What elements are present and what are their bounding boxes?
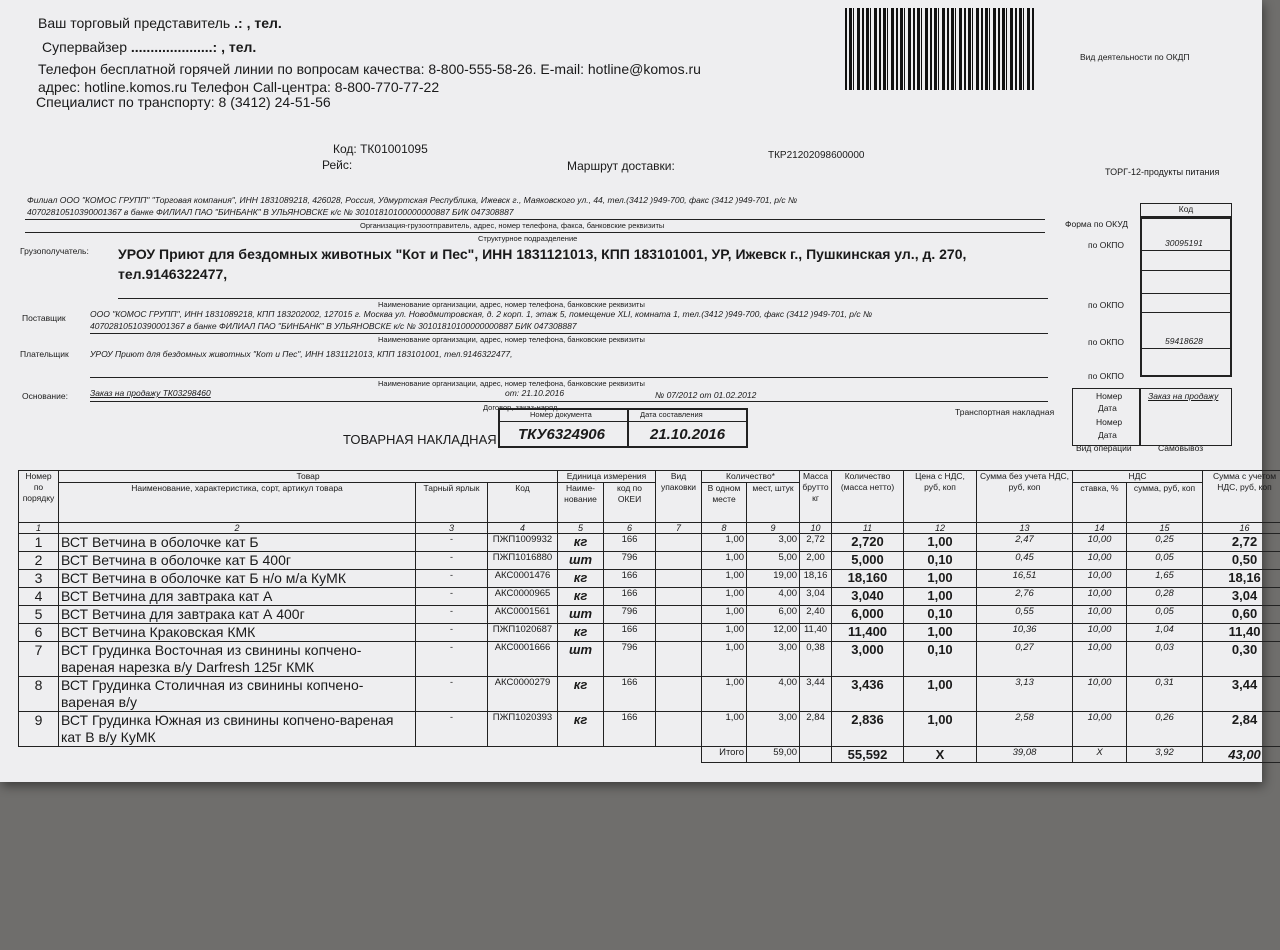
cell-n: 8: [19, 677, 59, 712]
transport-waybill: Транспортная накладная: [955, 407, 1055, 417]
th-qty-places: мест, штук: [747, 483, 800, 523]
cell-price: 1,00: [904, 624, 977, 642]
supplier-label: Поставщик: [22, 313, 66, 323]
cell-n: 7: [19, 642, 59, 677]
route-label: Маршрут доставки:: [567, 159, 675, 173]
column-number: 16: [1203, 523, 1280, 534]
cell-gross: 18,16: [800, 570, 832, 588]
cell-gross: 2,72: [800, 534, 832, 552]
cell-n: 3: [19, 570, 59, 588]
cell-one: 1,00: [702, 677, 747, 712]
document-title: ТОВАРНАЯ НАКЛАДНАЯ: [343, 432, 497, 447]
contract-caption: Договор, заказ-наряд: [483, 403, 558, 412]
cell-vat: 0,25: [1127, 534, 1203, 552]
doc-date-caption: Дата составления: [640, 410, 703, 419]
cell-sum: 2,47: [977, 534, 1073, 552]
cell-net: 3,040: [832, 588, 904, 606]
cell-rate: 10,00: [1073, 677, 1127, 712]
column-number: 1: [19, 523, 59, 534]
table-row: [19, 534, 1280, 552]
cell-vat: 0,26: [1127, 712, 1203, 747]
cell-name: ВСТ Ветчина в оболочке кат Б 400г: [59, 552, 416, 570]
cell-sum: 0,55: [977, 606, 1073, 624]
total-sum: 39,08: [977, 747, 1073, 763]
table-row: [19, 642, 1280, 677]
sales-rep-label: Ваш торговый представитель: [38, 15, 231, 31]
cell-total: 2,72: [1203, 534, 1280, 552]
cell-okei: 166: [604, 624, 656, 642]
cell-one: 1,00: [702, 570, 747, 588]
cell-tare: -: [416, 642, 488, 677]
route-code: Код: ТК01001095: [333, 142, 428, 156]
cell-one: 1,00: [702, 606, 747, 624]
supervisor-label: Супервайзер: [42, 39, 127, 55]
cell-unit: шт: [558, 606, 604, 624]
goods-table: [18, 470, 1280, 763]
total-net: 55,592: [832, 747, 904, 763]
column-number: 6: [604, 523, 656, 534]
th-tare: Тарный ярлык: [416, 483, 488, 523]
address-text: адрес: hotline.komos.ru Телефон Call-центра: 8-800-770-77-22: [38, 79, 440, 95]
payer-label: Плательщик: [20, 349, 69, 359]
cell-code: ПЖП1020393: [488, 712, 558, 747]
cell-okei: 796: [604, 552, 656, 570]
column-number: 15: [1127, 523, 1203, 534]
payer-line: УРОУ Приют для бездомных животных "Кот и Пес", ИНН 1831121013, КПП 183101001, тел.9146322477,: [90, 349, 513, 359]
table-row: [19, 552, 1280, 570]
cell-code: ПЖП1009932: [488, 534, 558, 552]
cell-net: 5,000: [832, 552, 904, 570]
cell-sum: 10,36: [977, 624, 1073, 642]
cell-places: 6,00: [747, 606, 800, 624]
cell-places: 4,00: [747, 588, 800, 606]
cell-vat: 0,31: [1127, 677, 1203, 712]
cell-pack: [656, 588, 702, 606]
cell-code: АКС0000965: [488, 588, 558, 606]
supplier-line-2: 40702810510390001367 в банке ФИЛИАЛ ПАО "БИНБАНК" В УЛЬЯНОВСКЕ к/с № 30101810100000000887 БИК 047308887: [90, 321, 577, 331]
column-number: 8: [702, 523, 747, 534]
th-vat: НДС: [1073, 471, 1203, 483]
cell-sum: 2,58: [977, 712, 1073, 747]
cell-price: 0,10: [904, 642, 977, 677]
cell-price: 0,10: [904, 606, 977, 624]
total-rate: X: [1073, 747, 1127, 763]
cell-price: 1,00: [904, 534, 977, 552]
cell-gross: 2,00: [800, 552, 832, 570]
cell-n: 1: [19, 534, 59, 552]
supervisor-line: [42, 39, 256, 55]
cell-pack: [656, 712, 702, 747]
okpo-value-1: 30095191: [1165, 238, 1203, 248]
cell-total: 0,30: [1203, 642, 1280, 677]
cell-sum: 16,51: [977, 570, 1073, 588]
cell-code: АКС0001666: [488, 642, 558, 677]
column-number: 12: [904, 523, 977, 534]
cell-rate: 10,00: [1073, 642, 1127, 677]
cell-places: 3,00: [747, 534, 800, 552]
okpo-value-3: 59418628: [1165, 336, 1203, 346]
cell-net: 2,836: [832, 712, 904, 747]
cell-pack: [656, 552, 702, 570]
table-row: [19, 588, 1280, 606]
cell-code: ПЖП1016880: [488, 552, 558, 570]
supplier-caption: Наименование организации, адрес, номер телефона, банковские реквизиты: [378, 335, 645, 344]
column-number: 14: [1073, 523, 1127, 534]
supplier-line-1: ООО "КОМОС ГРУПП", ИНН 1831089218, КПП 183202002, 127015 г. Москва ул. Новодмитровская, д. 2 корп. 1, этаж 5, помещение XLI, комната 1, тел.(3412 )949-700, факс (3412 )949-701, р/с №: [90, 309, 873, 319]
consignee-label: Грузополучатель:: [20, 246, 89, 256]
cell-vat: 0,28: [1127, 588, 1203, 606]
cell-name: ВСТ Грудинка Южная из свинины копчено-вареная кат В в/у КуМК: [59, 712, 416, 747]
date-label-1: Дата: [1098, 403, 1117, 413]
cell-net: 2,720: [832, 534, 904, 552]
cell-vat: 0,03: [1127, 642, 1203, 677]
cell-code: АКС0000279: [488, 677, 558, 712]
cell-rate: 10,00: [1073, 534, 1127, 552]
nomer-value-1: Заказ на продажу: [1148, 391, 1219, 401]
cell-one: 1,00: [702, 588, 747, 606]
header-row-2: [19, 483, 1280, 523]
cell-gross: 3,04: [800, 588, 832, 606]
th-unit-name: Наиме-нование: [558, 483, 604, 523]
table-row: [19, 570, 1280, 588]
okpo-label-1: по ОКПО: [1088, 240, 1124, 250]
cell-price: 1,00: [904, 588, 977, 606]
date-label-2: Дата: [1098, 430, 1117, 440]
column-number: 2: [59, 523, 416, 534]
cell-net: 6,000: [832, 606, 904, 624]
route-flight: Рейс:: [322, 158, 353, 172]
consignee-line-1: УРОУ Приют для бездомных животных "Кот и Пес", ИНН 1831121013, КПП 183101001, УР, Ижевск г., Пушкинская ул., д. 270,: [118, 246, 967, 262]
th-vat-rate: ставка, %: [1073, 483, 1127, 523]
cell-unit: кг: [558, 712, 604, 747]
nomer-label-1: Номер: [1096, 391, 1123, 401]
okpo-label-3: по ОКПО: [1088, 337, 1124, 347]
cell-net: 18,160: [832, 570, 904, 588]
cell-sum: 2,76: [977, 588, 1073, 606]
sender-line-2: 40702810510390001367 в банке ФИЛИАЛ ПАО "БИНБАНК" В УЛЬЯНОВСКЕ к/с № 30101810100000000887 БИК 047308887: [27, 207, 514, 217]
struct-caption: Структурное подразделение: [478, 234, 578, 243]
cell-tare: -: [416, 552, 488, 570]
table-row: [19, 677, 1280, 712]
doc-date: 21.10.2016: [650, 426, 726, 443]
table-row: [19, 606, 1280, 624]
total-label: Итого: [702, 747, 747, 763]
cell-name: ВСТ Ветчина для завтрака кат А 400г: [59, 606, 416, 624]
cell-okei: 166: [604, 570, 656, 588]
total-total: 43,00: [1203, 747, 1280, 763]
th-num: Номер по порядку: [19, 471, 59, 523]
cell-unit: кг: [558, 677, 604, 712]
th-pack: Вид упаковки: [656, 471, 702, 523]
okud-label: Форма по ОКУД: [1065, 219, 1128, 229]
column-number: 11: [832, 523, 904, 534]
column-number: 7: [656, 523, 702, 534]
cell-n: 2: [19, 552, 59, 570]
cell-okei: 166: [604, 677, 656, 712]
basis-value: Заказ на продажу ТК03298460: [90, 388, 211, 398]
cell-price: 0,10: [904, 552, 977, 570]
cell-rate: 10,00: [1073, 570, 1127, 588]
cell-n: 4: [19, 588, 59, 606]
cell-total: 3,44: [1203, 677, 1280, 712]
cell-places: 19,00: [747, 570, 800, 588]
route-tkr: ТКР21202098600000: [768, 150, 865, 161]
th-unit: Единица измерения: [558, 471, 656, 483]
cell-rate: 10,00: [1073, 712, 1127, 747]
basis-date: от: 21.10.2016: [505, 388, 565, 398]
cell-name: ВСТ Грудинка Столичная из свинины копчено-вареная в/у: [59, 677, 416, 712]
cell-unit: кг: [558, 624, 604, 642]
sales-rep-line: [38, 15, 282, 31]
operation-value: Самовывоз: [1158, 443, 1204, 453]
cell-okei: 166: [604, 534, 656, 552]
cell-sum: 0,45: [977, 552, 1073, 570]
cell-tare: -: [416, 534, 488, 552]
cell-name: ВСТ Ветчина Краковская КМК: [59, 624, 416, 642]
cell-pack: [656, 534, 702, 552]
code-header: Код: [1140, 203, 1232, 217]
cell-n: 6: [19, 624, 59, 642]
cell-unit: кг: [558, 534, 604, 552]
cell-total: 3,04: [1203, 588, 1280, 606]
doc-number-caption: Номер документа: [530, 410, 592, 419]
total-places: 59,00: [747, 747, 800, 763]
cell-total: 0,60: [1203, 606, 1280, 624]
cell-one: 1,00: [702, 712, 747, 747]
column-number: 9: [747, 523, 800, 534]
cell-tare: -: [416, 606, 488, 624]
okpo-label-4: по ОКПО: [1088, 371, 1124, 381]
total-price: X: [904, 747, 977, 763]
cell-one: 1,00: [702, 624, 747, 642]
cell-gross: 2,40: [800, 606, 832, 624]
cell-okei: 796: [604, 606, 656, 624]
cell-net: 3,000: [832, 642, 904, 677]
column-number: 10: [800, 523, 832, 534]
doc-number: ТКУ6324906: [518, 426, 605, 443]
cell-one: 1,00: [702, 534, 747, 552]
okdp-label: Вид деятельности по ОКДП: [1080, 52, 1190, 62]
cell-gross: 3,44: [800, 677, 832, 712]
cell-places: 3,00: [747, 642, 800, 677]
header-row-1: [19, 471, 1280, 483]
consignee-line-2: тел.9146322477,: [118, 266, 228, 282]
cell-vat: 1,65: [1127, 570, 1203, 588]
th-goods-name: Наименование, характеристика, сорт, артикул товара: [59, 483, 416, 523]
cell-one: 1,00: [702, 552, 747, 570]
cell-places: 5,00: [747, 552, 800, 570]
th-sum-vat: Сумма с учетом НДС, руб, коп: [1203, 471, 1280, 523]
form-name: ТОРГ-12-продукты питания: [1105, 167, 1220, 177]
total-empty: [800, 747, 832, 763]
cell-n: 9: [19, 712, 59, 747]
th-goods: Товар: [59, 471, 558, 483]
th-code: Код: [488, 483, 558, 523]
cell-rate: 10,00: [1073, 624, 1127, 642]
hotline-text: Телефон бесплатной горячей линии по вопросам качества: 8-800-555-58-26. E-mail: hotline@komos.ru: [38, 61, 701, 77]
sales-rep-value: .: , тел.: [234, 15, 282, 31]
cell-okei: 166: [604, 588, 656, 606]
cell-name: ВСТ Грудинка Восточная из свинины копчено-вареная нарезка в/у Darfresh 125г КМК: [59, 642, 416, 677]
total-vat: 3,92: [1127, 747, 1203, 763]
cell-pack: [656, 570, 702, 588]
th-unit-okei: код по ОКЕИ: [604, 483, 656, 523]
cell-vat: 0,05: [1127, 552, 1203, 570]
th-vat-sum: сумма, руб, коп: [1127, 483, 1203, 523]
cell-rate: 10,00: [1073, 606, 1127, 624]
operation-label: Вид операции: [1076, 443, 1132, 453]
basis-label: Основание:: [22, 391, 68, 401]
cell-tare: -: [416, 624, 488, 642]
cell-pack: [656, 642, 702, 677]
cell-tare: -: [416, 570, 488, 588]
cell-code: АКС0001561: [488, 606, 558, 624]
column-number: 4: [488, 523, 558, 534]
th-net: Количество (масса нетто): [832, 471, 904, 523]
cell-price: 1,00: [904, 712, 977, 747]
cell-total: 0,50: [1203, 552, 1280, 570]
column-number: 3: [416, 523, 488, 534]
cell-places: 4,00: [747, 677, 800, 712]
contract-number: № 07/2012 от 01.02.2012: [655, 390, 757, 400]
table-row: [19, 712, 1280, 747]
cell-vat: 0,05: [1127, 606, 1203, 624]
payer-caption: Наименование организации, адрес, номер телефона, банковские реквизиты: [378, 379, 645, 388]
cell-price: 1,00: [904, 570, 977, 588]
cell-code: АКС0001476: [488, 570, 558, 588]
barcode: [845, 8, 1035, 90]
cell-unit: кг: [558, 570, 604, 588]
cell-unit: шт: [558, 552, 604, 570]
cell-tare: -: [416, 677, 488, 712]
table-row: [19, 624, 1280, 642]
cell-name: ВСТ Ветчина для завтрака кат А: [59, 588, 416, 606]
cell-pack: [656, 677, 702, 712]
cell-total: 18,16: [1203, 570, 1280, 588]
th-qty-one: В одном месте: [702, 483, 747, 523]
cell-sum: 0,27: [977, 642, 1073, 677]
cell-gross: 2,84: [800, 712, 832, 747]
sender-line-1: Филиал ООО "КОМОС ГРУПП" "Торговая компания", ИНН 1831089218, 426028, Россия, Удмуртская Республика, Ижевск г., Маяковского ул., 44, тел.(3412 )949-700, факс (3412 )949-701, р/с №: [27, 195, 798, 205]
consignee-caption: Наименование организации, адрес, номер телефона, банковские реквизиты: [378, 300, 645, 309]
column-number: 13: [977, 523, 1073, 534]
cell-one: 1,00: [702, 642, 747, 677]
th-qty: Количество*: [702, 471, 800, 483]
cell-unit: шт: [558, 642, 604, 677]
th-price: Цена с НДС, руб, коп: [904, 471, 977, 523]
cell-name: ВСТ Ветчина в оболочке кат Б: [59, 534, 416, 552]
cell-okei: 796: [604, 642, 656, 677]
th-gross: Масса брутто кг: [800, 471, 832, 523]
transport-text: Специалист по транспорту: 8 (3412) 24-51-56: [36, 94, 331, 110]
totals-row: [19, 747, 1280, 763]
cell-places: 3,00: [747, 712, 800, 747]
cell-net: 3,436: [832, 677, 904, 712]
nomer-label-2: Номер: [1096, 417, 1123, 427]
cell-rate: 10,00: [1073, 552, 1127, 570]
column-number: 5: [558, 523, 604, 534]
cell-rate: 10,00: [1073, 588, 1127, 606]
cell-pack: [656, 606, 702, 624]
column-numbers-row: [19, 523, 1280, 534]
cell-name: ВСТ Ветчина в оболочке кат Б н/о м/а КуМК: [59, 570, 416, 588]
cell-unit: кг: [558, 588, 604, 606]
cell-price: 1,00: [904, 677, 977, 712]
cell-vat: 1,04: [1127, 624, 1203, 642]
cell-gross: 11,40: [800, 624, 832, 642]
cell-sum: 3,13: [977, 677, 1073, 712]
cell-code: ПЖП1020687: [488, 624, 558, 642]
cell-n: 5: [19, 606, 59, 624]
okpo-label-2: по ОКПО: [1088, 300, 1124, 310]
cell-okei: 166: [604, 712, 656, 747]
cell-total: 11,40: [1203, 624, 1280, 642]
cell-gross: 0,38: [800, 642, 832, 677]
cell-pack: [656, 624, 702, 642]
total-empty: [19, 747, 702, 763]
cell-total: 2,84: [1203, 712, 1280, 747]
th-sum-no-vat: Сумма без учета НДС, руб, коп: [977, 471, 1073, 523]
cell-places: 12,00: [747, 624, 800, 642]
supervisor-value: .....................: , тел.: [130, 39, 257, 55]
cell-net: 11,400: [832, 624, 904, 642]
cell-tare: -: [416, 712, 488, 747]
sender-caption: Организация-грузоотправитель, адрес, номер телефона, факса, банковские реквизиты: [360, 221, 665, 230]
cell-tare: -: [416, 588, 488, 606]
